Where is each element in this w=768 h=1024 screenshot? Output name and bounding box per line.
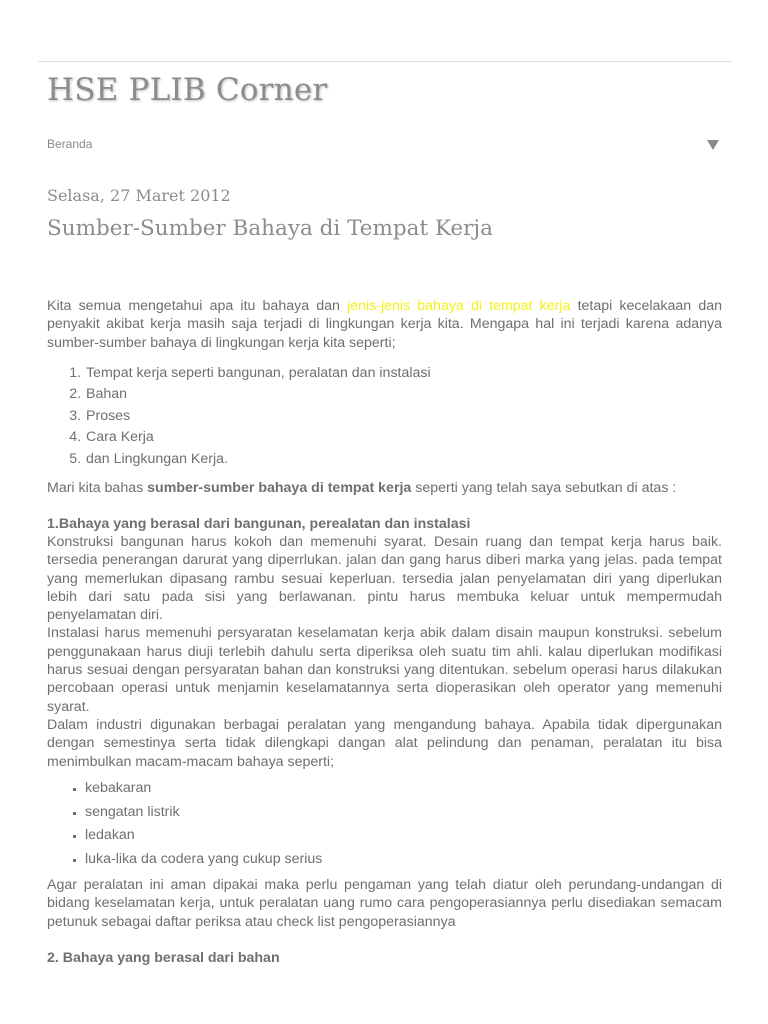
summary-text-end: seperti yang telah saya sebutkan di atas : bbox=[411, 480, 677, 497]
equipment-hazards-list bbox=[47, 777, 722, 872]
list-item: ▪ kebakaran bbox=[85, 777, 722, 801]
post-date: Selasa, 27 Maret 2012 bbox=[47, 186, 231, 205]
blog-title[interactable]: HSE PLIB Corner bbox=[47, 72, 328, 108]
header-divider bbox=[38, 61, 732, 62]
list-item: ▪ luka-lika da codera yang cukup serius bbox=[85, 848, 722, 872]
nav-home-link[interactable]: Beranda bbox=[47, 137, 93, 151]
post-title[interactable]: Sumber-Sumber Bahaya di Tempat Kerja bbox=[47, 216, 493, 241]
list-item: 4. Cara Kerja bbox=[85, 427, 722, 449]
intro-text: Kita semua mengetahui apa itu bahaya dan bbox=[47, 298, 348, 314]
post-body bbox=[47, 297, 722, 967]
section-1-paragraph-2: Instalasi harus memenuhi persyaratan keselamatan kerja abik dalam disain maupun konstruksi. sebelum penggunakaan harus diuji terlebih dahulu serta diperiksa oleh suatu tim ahli. kalau diperlukan modifikasi harus sesuai dengan persyaratan bahan dan konstruksi yang ditentukan. sebelum operasi harus dilakukan percobaan operasi untuk menjamin keselamatannya serta dioperasikan oleh operator yang memenuhi syarat. bbox=[47, 625, 722, 715]
section-1-paragraph-1: Konstruksi bangunan harus kokoh dan memenuhi syarat. Desain ruang dan tempat kerja harus baik. tersedia penerangan darurat yang diperrlukan. jalan dan gang harus diberi marka yang jelas. pada tempat yang memerlukan dipasang rambu sesuai keperluan. tersedia jalan penyelamatan diri yang diperlukan lebih dari satu pada sisi yang berlawanan. pintu harus membuka keluar untuk mempermudah penyelamatan diri. bbox=[47, 533, 722, 624]
section-1-heading: 1.Bahaya yang berasal dari bangunan, perealatan dan instalasi bbox=[47, 515, 471, 532]
summary-text: Mari kita bahas bbox=[47, 480, 148, 497]
intro-paragraph bbox=[47, 297, 722, 352]
list-item: 5. dan Lingkungan Kerja. bbox=[85, 449, 722, 471]
nav-dropdown-arrow-icon[interactable] bbox=[707, 140, 719, 150]
list-item: ▪ ledakan bbox=[85, 824, 722, 848]
list-item: 2. Bahan bbox=[85, 384, 722, 406]
intro-text-continued: tetapi kecelakaan dan penyakit akibat kerja masih saja terjadi di lingkungan kerja kita. Mengapa hal ini terjadi karena adanya sumber-sumber bahaya di lingkungan kerja kita seperti; bbox=[47, 298, 723, 351]
summary-bold-text: sumber-sumber bahaya di tempat kerja bbox=[147, 480, 412, 497]
summary-paragraph bbox=[47, 479, 722, 497]
list-item: ▪ sengatan listrik bbox=[85, 801, 722, 825]
list-item: 1. Tempat kerja seperti bangunan, peralatan dan instalasi bbox=[85, 363, 722, 385]
hazard-types-link[interactable]: jenis-jenis bahaya di tempat kerja bbox=[347, 298, 571, 314]
list-item: 3. Proses bbox=[85, 406, 722, 428]
section-2-heading: 2. Bahaya yang berasal dari bahan bbox=[47, 949, 280, 966]
section-1-paragraph-3: Dalam industri digunakan berbagai peralatan yang mengandung bahaya. Apabila tidak dipergunakan dengan semestinya serta tidak dilengkapi dangan alat pelindung dan penaman, peralatan itu bisa menimbulkan macam-macam bahaya seperti; bbox=[47, 716, 722, 770]
hazard-sources-list bbox=[47, 363, 722, 471]
section-1-paragraph-4: Agar peralatan ini aman dipakai maka perlu pengaman yang telah diatur oleh perundang-undangan di bidang keselamatan kerja, untuk peralatan uang rumo cara pengoperasiannya perlu disediakan semacam petunuk sebagai daftar periksa atau check list pengoperasiannya bbox=[47, 877, 722, 930]
